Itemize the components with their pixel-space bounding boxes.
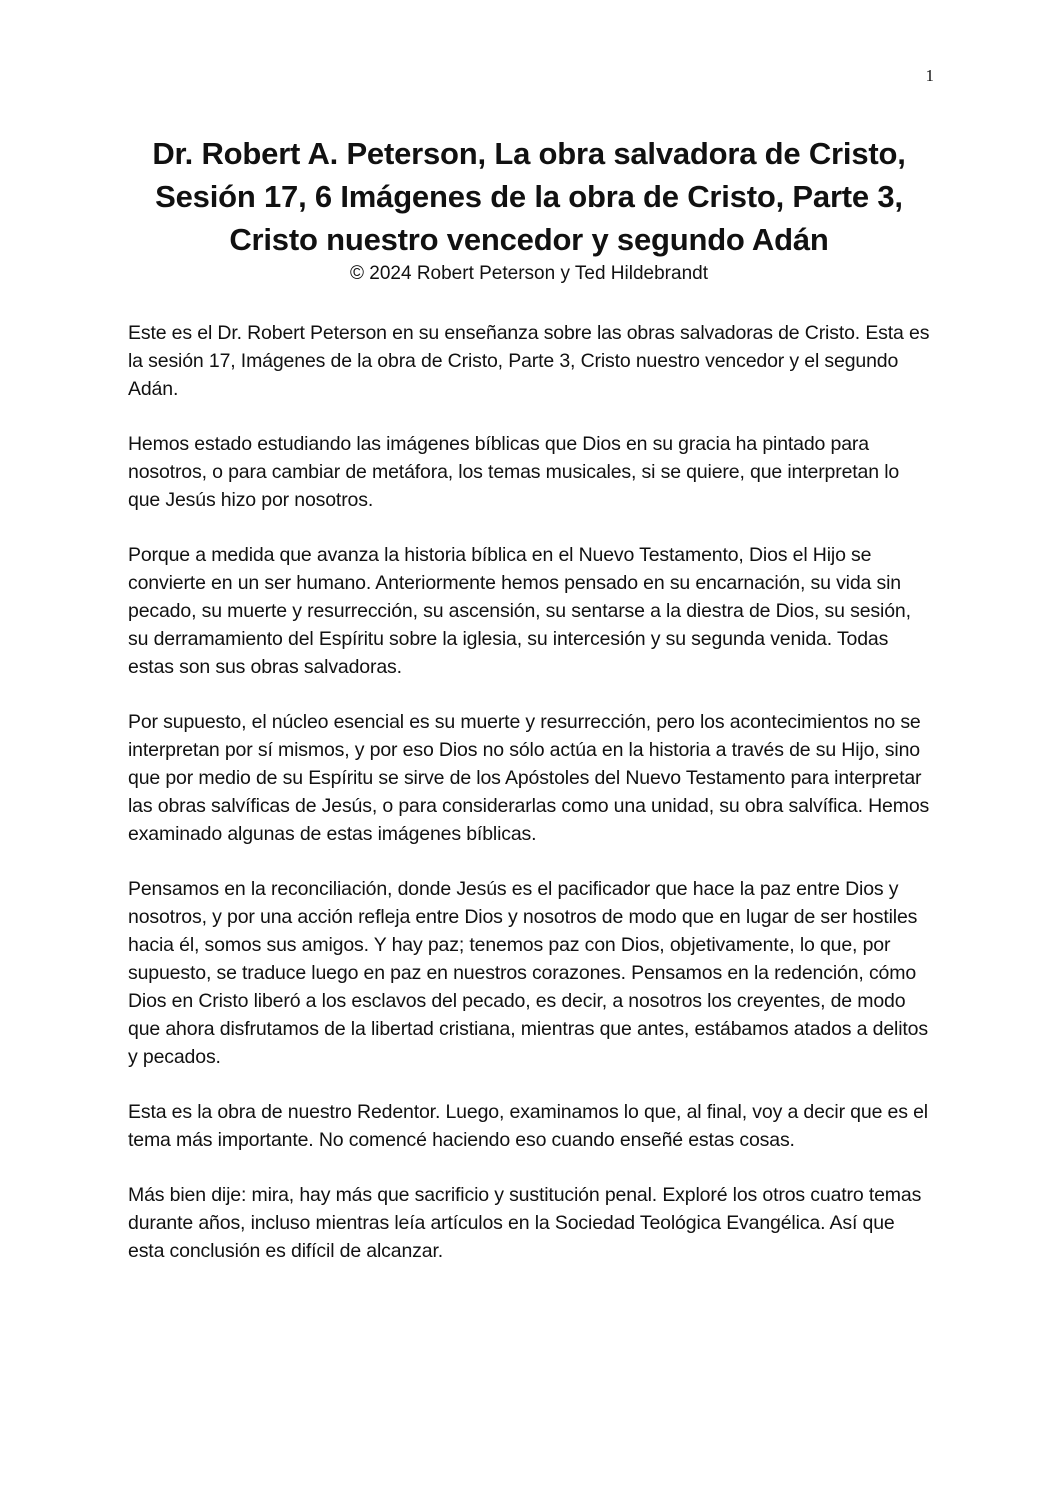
copyright-line: © 2024 Robert Peterson y Ted Hildebrandt [350,263,708,284]
page-number: 1 [925,66,934,85]
body-text [128,319,934,1292]
paragraph-4: Por supuesto, el núcleo esencial es su muerte y resurrección, pero los acontecimientos no se interpretan por sí mismos, y por eso Dios no sólo actúa en la historia a través de su Hijo, sino que por medio de su Espíritu se sirve de los Apóstoles del Nuevo Testamento para interpretar las obras salvíficas de Jesús, o para considerarlas como una unidad, su obra salvífica. Hemos examinado algunas de estas imágenes bíblicas. [128,711,930,845]
paragraph-3: Porque a medida que avanza la historia bíblica en el Nuevo Testamento, Dios el Hijo se convierte en un ser humano. Anteriormente hemos pensado en su encarnación, su vida sin pecado, su muerte y resurrección, su ascensión, su sentarse a la diestra de Dios, su sesión, su derramamiento del Espíritu sobre la iglesia, su intercesión y su segunda venida. Todas estas son sus obras salvadoras. [128,544,911,678]
title-block [110,132,948,287]
paragraph-5: Pensamos en la reconciliación, donde Jesús es el pacificador que hace la paz entre Dios y nosotros, y por una acción refleja entre Dios y nosotros de modo que en lugar de ser hostiles hacia él, somos sus amigos. Y hay paz; tenemos paz con Dios, objetivamente, lo que, por supuesto, se traduce luego en paz en nuestros corazones. Pensamos en la redención, cómo Dios en Cristo liberó a los esclavos del pecado, es decir, a nosotros los creyentes, de modo que ahora disfrutamos de la libertad cristiana, mientras que antes, estábamos atados a delitos y pecados. [128,878,928,1068]
paragraph-7: Más bien dije: mira, hay más que sacrificio y sustitución penal. Exploré los otros cuatro temas durante años, incluso mientras leía artículos en la Sociedad Teológica Evangélica. Así que esta conclusión es difícil de alcanzar. [128,1184,922,1262]
paragraph-6: Esta es la obra de nuestro Redentor. Luego, examinamos lo que, al final, voy a decir que es el tema más importante. No comencé haciendo eso cuando enseñé estas cosas. [128,1101,928,1151]
paragraph-2: Hemos estado estudiando las imágenes bíblicas que Dios en su gracia ha pintado para nosotros, o para cambiar de metáfora, los temas musicales, si se quiere, que interpretan lo que Jesús hizo por nosotros. [128,433,900,511]
document-title: Dr. Robert A. Peterson, La obra salvadora de Cristo, Sesión 17, 6 Imágenes de la obra de Cristo, Parte 3, Cristo nuestro vencedor y segundo Adán [152,136,906,257]
paragraph-1: Este es el Dr. Robert Peterson en su enseñanza sobre las obras salvadoras de Cristo. Esta es la sesión 17, Imágenes de la obra de Cristo, Parte 3, Cristo nuestro vencedor y el segundo Adán. [128,322,930,400]
